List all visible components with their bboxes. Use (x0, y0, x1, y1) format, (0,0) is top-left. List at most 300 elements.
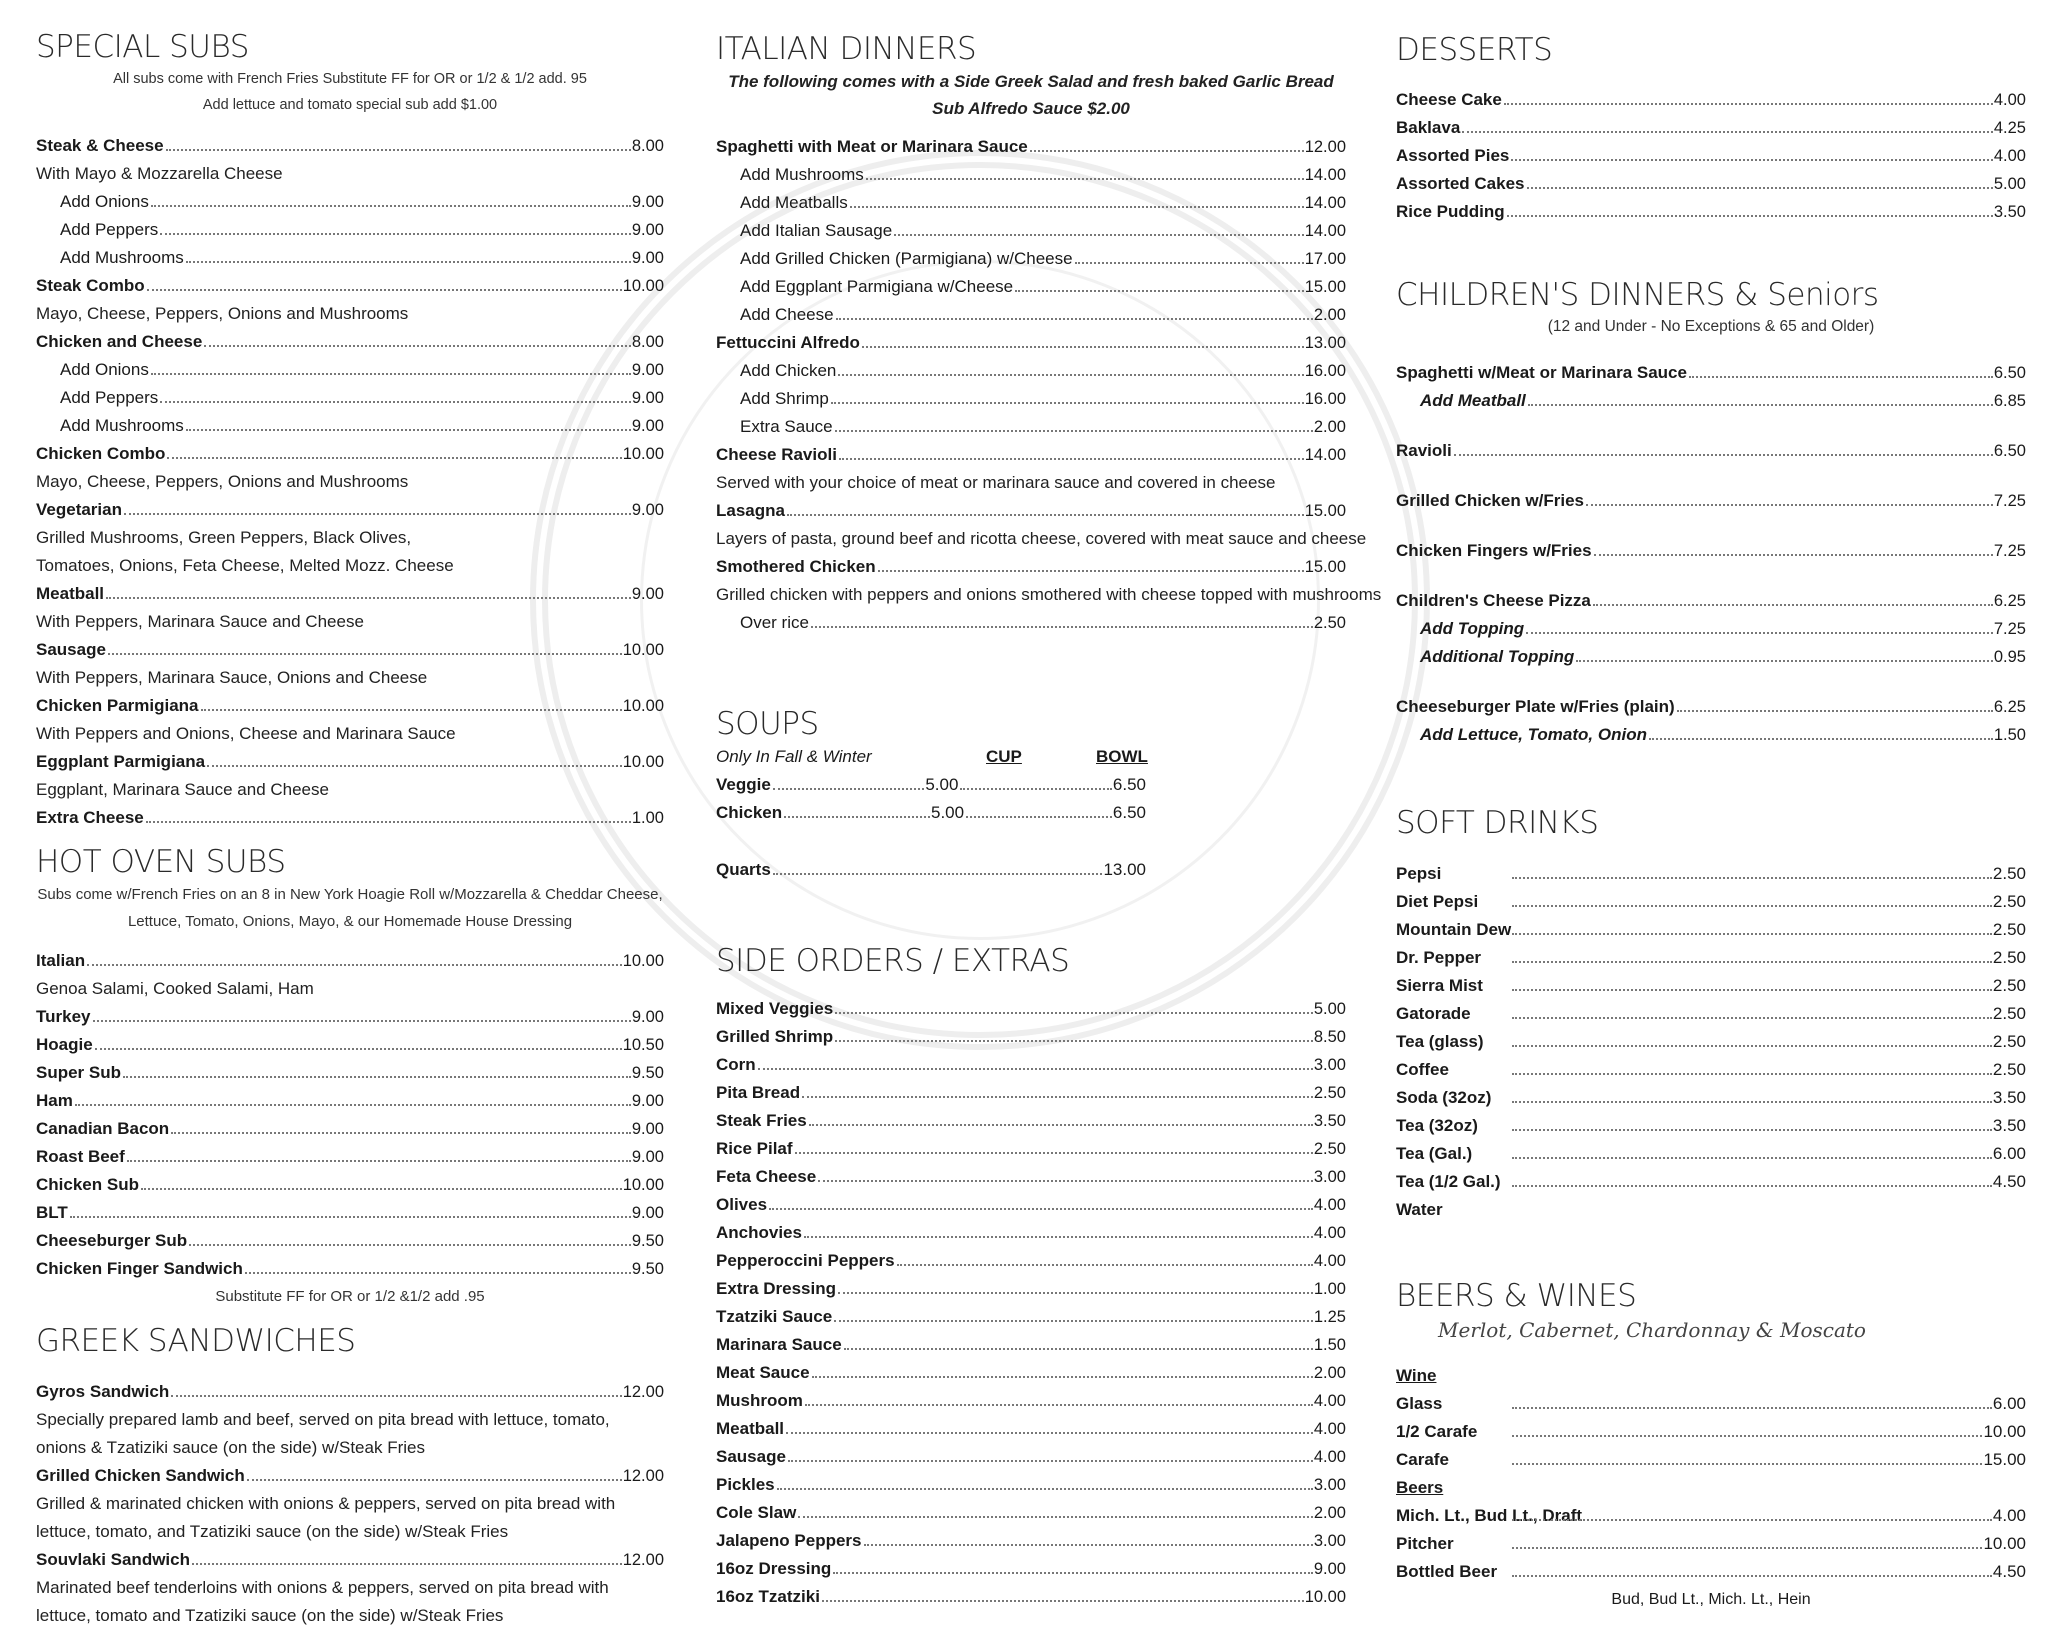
dot-leader (151, 373, 631, 375)
item-name: Canadian Bacon (36, 1119, 170, 1138)
item-name: Add Italian Sausage (740, 221, 893, 240)
dot-leader (1512, 1463, 1982, 1465)
item-price: 9.00 (631, 249, 664, 267)
item-price: 6.50 (1993, 442, 2026, 460)
item-name: Water (1396, 1200, 1443, 1219)
dot-leader (804, 1236, 1313, 1238)
item-price: 9.50 (631, 1232, 664, 1250)
menu-item-row (36, 1227, 664, 1255)
dot-leader (87, 964, 622, 966)
menu-item-row (1396, 359, 2026, 387)
menu-item-row (1396, 1000, 2026, 1028)
desserts-section (1396, 31, 2026, 226)
menu-addon-row (716, 161, 1346, 189)
menu-addon-row (716, 189, 1346, 217)
menu-item-row (716, 1583, 1346, 1611)
menu-item-row (716, 1303, 1346, 1331)
item-name: Add Mushrooms (60, 416, 184, 435)
item-price: 9.00 (631, 1092, 664, 1110)
item-name: 16oz Tzatziki (716, 1587, 820, 1606)
menu-addon-row (36, 244, 664, 272)
menu-item-row (716, 1107, 1346, 1135)
item-price: 15.00 (1983, 1450, 2026, 1469)
item-name: Feta Cheese (716, 1167, 817, 1186)
menu-addon-row (716, 245, 1346, 273)
item-price: 13.00 (1304, 334, 1346, 352)
menu-item-row (1396, 1056, 2026, 1084)
item-price: 3.50 (1993, 203, 2026, 221)
item-price: 10.50 (622, 1036, 664, 1054)
dot-leader (862, 346, 1304, 348)
menu-item-row (1396, 114, 2026, 142)
dot-leader (1512, 1073, 1992, 1075)
item-price: 2.50 (1313, 1140, 1346, 1158)
item-description: onions & Tzatiziki sauce (on the side) w/Steak Fries (36, 1438, 425, 1457)
item-price: 6.25 (1993, 592, 2026, 610)
item-price: 10.00 (622, 697, 664, 715)
item-price: 12.00 (622, 1383, 664, 1401)
item-price: 3.50 (1313, 1112, 1346, 1130)
item-price: 4.50 (1992, 1172, 2026, 1191)
dot-leader (146, 821, 631, 823)
item-name: Assorted Cakes (1396, 174, 1525, 193)
dot-leader (838, 374, 1303, 376)
menu-item-row (716, 1415, 1346, 1443)
menu-item-row (716, 1359, 1346, 1387)
item-name: Chicken Parmigiana (36, 696, 199, 715)
dot-leader (1689, 376, 1993, 378)
menu-item-row (716, 329, 1346, 357)
dot-leader (147, 289, 622, 291)
item-name: Cole Slaw (716, 1503, 797, 1522)
dot-leader (160, 233, 631, 235)
item-name: Grilled Shrimp (716, 1027, 834, 1046)
item-name: Meatball (716, 1419, 785, 1438)
item-name: Turkey (36, 1007, 91, 1026)
side-orders-section (716, 942, 1346, 1611)
dot-leader (835, 1012, 1313, 1014)
dot-leader (192, 1563, 622, 1565)
menu-addon-row (36, 412, 664, 440)
menu-item-row (1396, 860, 2026, 888)
item-price: 8.50 (1313, 1028, 1346, 1046)
item-price: 9.00 (631, 1148, 664, 1166)
dot-leader (1526, 632, 1993, 634)
menu-addon-row (716, 609, 1346, 637)
dot-leader (1462, 131, 1993, 133)
item-price: 5.00 (1993, 175, 2026, 193)
dot-leader (1075, 262, 1304, 264)
menu-addon-row (1396, 643, 2026, 671)
item-name: Vegetarian (36, 500, 122, 519)
dot-leader (811, 626, 1313, 628)
special-subs-list (36, 132, 664, 832)
dot-leader (897, 1264, 1313, 1266)
item-name: Steak & Cheese (36, 136, 164, 155)
item-name: Add Topping (1420, 619, 1525, 638)
item-description: Layers of pasta, ground beef and ricotta cheese, covered with meat sauce and cheese (716, 529, 1367, 548)
item-name: Anchovies (716, 1223, 802, 1242)
dot-leader (1528, 404, 1993, 406)
menu-item-row (716, 133, 1346, 161)
dot-leader (1586, 504, 1993, 506)
menu-item-row (1396, 1140, 2026, 1168)
dot-leader (866, 178, 1304, 180)
item-price: 4.00 (1313, 1392, 1346, 1410)
row-spacer (1396, 415, 2026, 437)
item-name: Chicken and Cheese (36, 332, 203, 351)
beers-wines-subtitle: Merlot, Cabernet, Chardonnay & Moscato (1438, 1318, 1866, 1342)
item-name: Marinara Sauce (716, 1335, 842, 1354)
menu-item-row (36, 1378, 664, 1406)
dot-leader (75, 1104, 631, 1106)
item-price: 14.00 (1304, 222, 1346, 240)
soup-row (716, 856, 1146, 884)
hot-oven-subs-note: Subs come w/French Fries on an 8 in New York Hoagie Roll w/Mozzarella & Cheddar Cheese, (37, 886, 663, 903)
item-price: 10.00 (1983, 1534, 2026, 1553)
menu-item-row (1396, 1390, 2026, 1418)
dot-leader (245, 1272, 631, 1274)
dot-leader (189, 1244, 631, 1246)
dot-leader (834, 1320, 1313, 1322)
dot-leader (247, 1479, 622, 1481)
item-description: Tomatoes, Onions, Feta Cheese, Melted Mozz. Cheese (36, 556, 454, 575)
item-price: 9.00 (631, 1120, 664, 1138)
item-name: Tea (Gal.) (1396, 1144, 1473, 1163)
item-name: Sausage (36, 640, 106, 659)
menu-addon-row (716, 357, 1346, 385)
dot-leader (786, 1432, 1313, 1434)
menu-addon-row (1396, 721, 2026, 749)
dot-leader (1527, 187, 1993, 189)
italian-dinners-note: Sub Alfredo Sauce $2.00 (932, 99, 1130, 118)
item-price: 16.00 (1304, 390, 1346, 408)
item-name: Cheeseburger Sub (36, 1231, 188, 1250)
item-name: Mushroom (716, 1391, 803, 1410)
menu-item-row (716, 497, 1346, 525)
item-price: 1.25 (1313, 1308, 1346, 1326)
menu-addon-row (716, 273, 1346, 301)
hot-oven-subs-list (36, 947, 664, 1283)
soups-section (716, 705, 1346, 884)
dot-leader (839, 458, 1304, 460)
dot-leader (1512, 989, 1992, 991)
item-price: 15.00 (1304, 558, 1346, 576)
side-orders-list (716, 995, 1346, 1611)
dot-leader (831, 402, 1304, 404)
item-name: Lasagna (716, 501, 785, 520)
item-name: Souvlaki Sandwich (36, 1550, 190, 1569)
item-price: 10.00 (1304, 1588, 1346, 1606)
item-name: Add Mushrooms (60, 248, 184, 267)
menu-addon-row (716, 413, 1346, 441)
item-description: lettuce, tomato and Tzatiziki sauce (on the side) w/Steak Fries (36, 1606, 504, 1625)
item-price: 9.00 (631, 389, 664, 407)
item-name: Sausage (716, 1447, 786, 1466)
item-price: 1.50 (1993, 726, 2026, 744)
dot-leader (777, 1488, 1313, 1490)
item-name: Add Cheese (740, 305, 834, 324)
dot-leader (758, 1068, 1313, 1070)
item-price: 1.00 (1313, 1280, 1346, 1298)
dot-leader (1512, 1519, 1992, 1521)
item-name: Carafe (1396, 1450, 1449, 1469)
dot-leader (784, 816, 930, 818)
item-name: Tea (glass) (1396, 1032, 1484, 1051)
dot-leader (798, 1516, 1313, 1518)
dot-leader (864, 1544, 1313, 1546)
menu-addon-row (36, 384, 664, 412)
soups-bowl-header: BOWL (1096, 747, 1148, 766)
special-subs-note: All subs come with French Fries Substitute FF for OR or 1/2 & 1/2 add. 95 (113, 71, 587, 87)
menu-item-row (36, 1087, 664, 1115)
item-description: Served with your choice of meat or marinara sauce and covered in cheese (716, 473, 1276, 492)
dot-leader (1512, 1017, 1992, 1019)
dot-leader (1593, 604, 1993, 606)
soup-bowl-price: 6.50 (1112, 803, 1147, 822)
menu-item-row (716, 1135, 1346, 1163)
menu-item-row (1396, 1196, 2026, 1224)
item-name: Hoagie (36, 1035, 93, 1054)
dot-leader (207, 765, 622, 767)
menu-item-row (36, 580, 664, 608)
item-description: With Peppers, Marinara Sauce and Cheese (36, 612, 364, 631)
greek-sandwiches-title: GREEK SANDWICHES (36, 1323, 356, 1359)
row-spacer (1396, 515, 2026, 537)
item-description: Grilled Mushrooms, Green Peppers, Black Olives, (36, 528, 412, 547)
item-name: Italian (36, 951, 86, 970)
menu-addon-row (36, 356, 664, 384)
item-price: 2.00 (1313, 1504, 1346, 1522)
item-price: 3.00 (1313, 1168, 1346, 1186)
menu-item-row (1396, 1084, 2026, 1112)
item-description: lettuce, tomato, and Tzatiziki sauce (on the side) w/Steak Fries (36, 1522, 509, 1541)
item-price: 5.00 (1313, 1000, 1346, 1018)
item-price: 3.50 (1992, 1088, 2026, 1107)
item-description: Specially prepared lamb and beef, served on pita bread with lettuce, tomato, (36, 1410, 610, 1429)
special-subs-note: Add lettuce and tomato special sub add $1.00 (202, 97, 498, 113)
item-price: 10.00 (622, 641, 664, 659)
item-name: Grilled Chicken Sandwich (36, 1466, 245, 1485)
dot-leader (93, 1020, 631, 1022)
item-description: With Peppers and Onions, Cheese and Marinara Sauce (36, 724, 456, 743)
item-price: 2.50 (1992, 976, 2026, 995)
children-section (1396, 276, 2026, 749)
item-price: 7.25 (1993, 542, 2026, 560)
dot-leader (838, 1292, 1313, 1294)
menu-item-row (36, 1255, 664, 1283)
item-name: Pita Bread (716, 1083, 801, 1102)
item-price: 9.00 (1313, 1560, 1346, 1578)
dot-leader (836, 318, 1313, 320)
item-description: With Peppers, Marinara Sauce, Onions and Cheese (36, 668, 428, 687)
soup-name: Chicken (716, 803, 783, 822)
item-name: Baklava (1396, 118, 1461, 137)
item-name: Tzatziki Sauce (716, 1307, 833, 1326)
dot-leader (204, 345, 631, 347)
item-price: 10.00 (1983, 1422, 2026, 1441)
item-name: Bottled Beer (1396, 1562, 1498, 1581)
item-price: 8.00 (631, 333, 664, 351)
item-name: Add Chicken (740, 361, 837, 380)
item-description: Mayo, Cheese, Peppers, Onions and Mushrooms (36, 472, 409, 491)
item-price: 9.50 (631, 1064, 664, 1082)
item-price: 10.00 (622, 277, 664, 295)
item-name: Eggplant Parmigiana (36, 752, 206, 771)
menu-item-row (716, 1191, 1346, 1219)
children-title: CHILDREN'S DINNERS & Seniors (1396, 277, 1879, 313)
menu-item-row (1396, 170, 2026, 198)
item-name: BLT (36, 1203, 68, 1222)
dot-leader (1512, 1157, 1992, 1159)
menu-item-row (1396, 198, 2026, 226)
menu-item-row (1396, 916, 2026, 944)
item-name: Pepperoccini Peppers (716, 1251, 895, 1270)
dot-leader (106, 597, 631, 599)
dot-leader (1512, 877, 1992, 879)
item-price: 10.00 (622, 445, 664, 463)
item-name: Extra Sauce (740, 417, 833, 436)
beer-list (1396, 1502, 2026, 1586)
dot-leader (769, 1208, 1313, 1210)
menu-item-row (716, 1219, 1346, 1247)
menu-addon-row (716, 385, 1346, 413)
item-price: 6.25 (1993, 698, 2026, 716)
italian-dinners-title: ITALIAN DINNERS (716, 31, 977, 67)
item-name: Glass (1396, 1394, 1443, 1413)
menu-item-row (36, 748, 664, 776)
item-price: 2.50 (1992, 1032, 2026, 1051)
dot-leader (787, 514, 1304, 516)
soup-cup-price: 5.00 (930, 803, 965, 822)
item-description: Mayo, Cheese, Peppers, Onions and Mushrooms (36, 304, 409, 323)
item-name: Diet Pepsi (1396, 892, 1479, 911)
soft-drinks-section (1396, 804, 2026, 1224)
item-price: 4.00 (1313, 1224, 1346, 1242)
menu-item-row (36, 440, 664, 468)
dot-leader (1454, 454, 1993, 456)
item-price: 9.00 (631, 193, 664, 211)
dot-leader (108, 653, 622, 655)
item-name: Grilled Chicken w/Fries (1396, 491, 1585, 510)
item-name: Fettuccini Alfredo (716, 333, 860, 352)
dot-leader (166, 149, 631, 151)
item-name: Tea (32oz) (1396, 1116, 1478, 1135)
dot-leader (160, 401, 631, 403)
item-price: 12.00 (622, 1467, 664, 1485)
menu-item-row (36, 132, 664, 160)
dot-leader (809, 1124, 1313, 1126)
row-spacer (1396, 565, 2026, 587)
soup-row (716, 799, 1146, 827)
desserts-list (1396, 86, 2026, 226)
item-name: Add Grilled Chicken (Parmigiana) w/Cheese (740, 249, 1073, 268)
soups-cup-header: CUP (986, 747, 1022, 766)
menu-item-row (716, 1555, 1346, 1583)
dot-leader (1512, 1185, 1992, 1187)
soup-quarts-price: 13.00 (1103, 860, 1146, 879)
item-price: 4.50 (1992, 1562, 2026, 1581)
dot-leader (788, 1460, 1313, 1462)
menu-item-row (1396, 537, 2026, 565)
dot-leader (141, 1188, 622, 1190)
item-price: 2.00 (1313, 306, 1346, 324)
menu-item-row (716, 1247, 1346, 1275)
dot-leader (1512, 1575, 1992, 1577)
row-spacer (1396, 671, 2026, 693)
dot-leader (1512, 1547, 1982, 1549)
dot-leader (822, 1600, 1304, 1602)
dot-leader (1594, 554, 1993, 556)
item-price: 3.00 (1313, 1476, 1346, 1494)
item-name: Gyros Sandwich (36, 1382, 170, 1401)
menu-item-row (716, 1527, 1346, 1555)
item-price: 16.00 (1304, 362, 1346, 380)
dot-leader (835, 1040, 1313, 1042)
item-name: Ham (36, 1091, 73, 1110)
menu-item-row (716, 1387, 1346, 1415)
bottled-beer-brands: Bud, Bud Lt., Mich. Lt., Hein (1611, 1591, 1811, 1608)
italian-dinners-list (716, 133, 1382, 637)
item-name: Add Onions (60, 192, 149, 211)
item-price: 4.00 (1993, 91, 2026, 109)
menu-item-row (716, 1079, 1346, 1107)
menu-addon-row (36, 216, 664, 244)
dot-leader (123, 1076, 631, 1078)
dot-leader (1512, 1407, 1992, 1409)
dot-leader (833, 1572, 1313, 1574)
menu-item-row (1396, 1112, 2026, 1140)
item-name: Extra Cheese (36, 808, 144, 827)
menu-item-row (36, 1171, 664, 1199)
item-name: Jalapeno Peppers (716, 1531, 862, 1550)
item-price: 4.00 (1993, 147, 2026, 165)
dot-leader (844, 1348, 1313, 1350)
children-note: (12 and Under - No Exceptions & 65 and Older) (1547, 318, 1875, 335)
children-list (1396, 359, 2026, 749)
menu-item-row (36, 1059, 664, 1087)
dot-leader (1511, 159, 1992, 161)
item-price: 2.50 (1313, 1084, 1346, 1102)
item-name: 16oz Dressing (716, 1559, 832, 1578)
item-name: Pepsi (1396, 864, 1442, 883)
item-name: Pitcher (1396, 1534, 1454, 1553)
menu-item-row (36, 1546, 664, 1574)
item-price: 2.50 (1992, 920, 2026, 939)
soup-name: Quarts (716, 860, 771, 879)
item-price: 6.85 (1993, 392, 2026, 410)
item-name: Add Meatball (1420, 391, 1526, 410)
menu-addon-row (716, 217, 1346, 245)
menu-addon-row (1396, 387, 2026, 415)
dot-leader (1030, 150, 1304, 152)
item-name: Super Sub (36, 1063, 122, 1082)
dot-leader (1512, 961, 1992, 963)
row-spacer (1396, 465, 2026, 487)
dot-leader (1015, 290, 1304, 292)
item-name: Dr. Pepper (1396, 948, 1482, 967)
dot-leader (966, 816, 1112, 818)
item-description: Grilled & marinated chicken with onions & peppers, served on pita bread with (36, 1494, 616, 1513)
item-price: 4.00 (1992, 1506, 2026, 1525)
item-price: 1.00 (631, 809, 664, 827)
item-name: Add Peppers (60, 388, 159, 407)
item-name: Rice Pilaf (716, 1139, 793, 1158)
desserts-title: DESSERTS (1396, 32, 1553, 68)
item-price: 12.00 (1304, 138, 1346, 156)
item-name: Children's Cheese Pizza (1396, 591, 1591, 610)
dot-leader (894, 234, 1304, 236)
